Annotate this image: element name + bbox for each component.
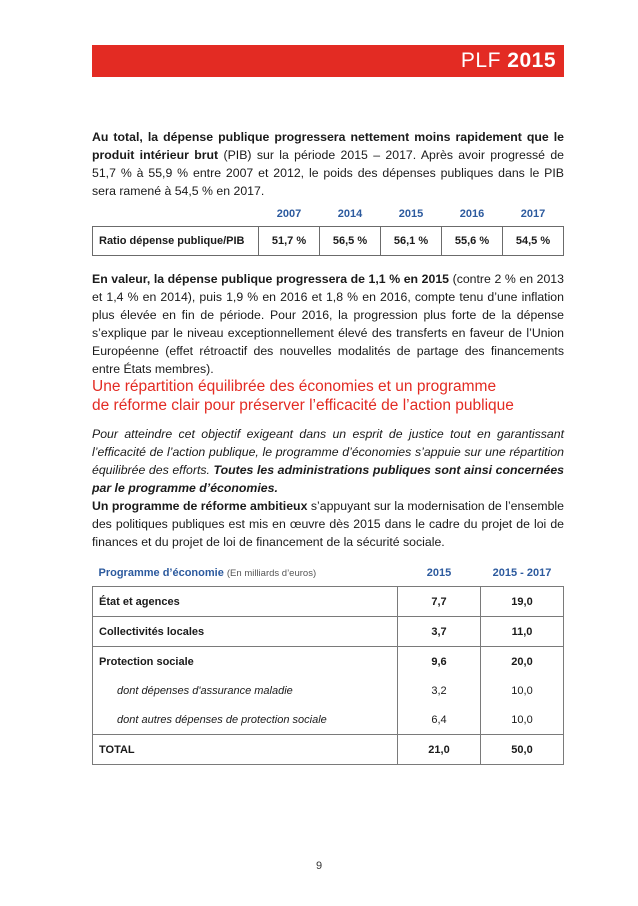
row-label: Protection sociale bbox=[93, 647, 398, 677]
row-value-2015: 3,7 bbox=[398, 617, 481, 647]
savings-title: Programme d’économie bbox=[98, 567, 224, 579]
savings-col-2015: 2015 bbox=[426, 567, 452, 579]
table-row bbox=[93, 647, 564, 677]
ratio-row-label: Ratio dépense publique/PIB bbox=[93, 227, 259, 256]
row-label: TOTAL bbox=[93, 735, 398, 765]
table-row bbox=[93, 676, 564, 705]
row-value-2015-2017: 11,0 bbox=[481, 617, 564, 647]
row-value-2015: 21,0 bbox=[398, 735, 481, 765]
row-value-2015-2017: 10,0 bbox=[481, 705, 564, 735]
banner-title bbox=[461, 49, 556, 73]
para1-bold: Au total, la dépense publique progressera nettement moins rapidement que le produit intérieur brut bbox=[92, 130, 564, 162]
ratio-year: 2014 bbox=[337, 208, 363, 220]
ratio-header-empty bbox=[93, 202, 259, 227]
para3-bold-italic: Toutes les administrations publiques sont ainsi concernées par le programme d’économies. bbox=[92, 463, 564, 495]
row-label: État et agences bbox=[93, 587, 398, 617]
para2-text: (contre 2 % en 2013 et 1,4 % en 2014), puis 1,9 % en 2016 et 1,8 % en 2016, compte tenu d’une inflation plus élevée en fin de période. Pour 2016, la progression plus forte de la dépense s’explique par le niveau exceptionnellement élevé des transferts en faveur de l’Union Européenne (effet rétroactif des nouvelles modalités de partage des financements entre États membres). bbox=[92, 272, 564, 376]
table-row bbox=[93, 617, 564, 647]
section-title-line1: Une répartition équilibrée des économies et un programme bbox=[92, 378, 497, 395]
para3-italic: Pour atteindre cet objectif exigeant dans un esprit de justice tout en garantissant l’efficacité de l’action publique, le programme d’économies s’appuie sur une répartition équilibrée des efforts. bbox=[92, 427, 564, 477]
brand-prefix: PLF bbox=[460, 49, 501, 72]
row-value-2015: 3,2 bbox=[398, 676, 481, 705]
paragraph-reform-program bbox=[92, 497, 564, 551]
row-value-2015-2017: 10,0 bbox=[481, 676, 564, 705]
ratio-value: 55,6 % bbox=[442, 227, 503, 256]
para4-text: s’appuyant sur la modernisation de l’ensemble des politiques publiques est mis en œuvre dès 2015 dans le cadre du projet de loi de finances et du projet de loi de financement de la sécurité sociale. bbox=[92, 499, 564, 549]
section-title-line2: de réforme clair pour préserver l’efficacité de l’action publique bbox=[92, 397, 514, 414]
ratio-value: 54,5 % bbox=[503, 227, 564, 256]
brand-year: 2015 bbox=[507, 49, 556, 72]
para1-text: (PIB) sur la période 2015 – 2017. Après avoir progressé de 51,7 % à 55,9 % entre 2007 et 2012, le poids des dépenses publiques dans le PIB sera ramené à 54,5 % en 2017. bbox=[92, 148, 564, 198]
para4-bold: Un programme de réforme ambitieux bbox=[92, 499, 308, 513]
para2-bold: En valeur, la dépense publique progressera de 1,1 % en 2015 bbox=[92, 272, 450, 286]
row-value-2015-2017: 19,0 bbox=[481, 587, 564, 617]
page-number: 9 bbox=[315, 860, 323, 872]
row-value-2015: 6,4 bbox=[398, 705, 481, 735]
section-title bbox=[92, 377, 572, 415]
savings-table-title bbox=[93, 560, 398, 587]
row-value-2015: 7,7 bbox=[398, 587, 481, 617]
table-row bbox=[93, 587, 564, 617]
ratio-table bbox=[92, 202, 564, 256]
ratio-year: 2015 bbox=[398, 208, 424, 220]
row-label: Collectivités locales bbox=[93, 617, 398, 647]
paragraph-spending-value bbox=[92, 270, 564, 378]
ratio-value: 56,1 % bbox=[381, 227, 442, 256]
ratio-year: 2017 bbox=[520, 208, 546, 220]
row-value-2015-2017: 50,0 bbox=[481, 735, 564, 765]
row-value-2015: 9,6 bbox=[398, 647, 481, 677]
table-row bbox=[93, 227, 564, 256]
table-row bbox=[93, 705, 564, 735]
paragraph-objective bbox=[92, 425, 564, 497]
paragraph-total-spending bbox=[92, 128, 564, 200]
ratio-year: 2016 bbox=[459, 208, 485, 220]
row-label-sub: dont autres dépenses de protection sociale bbox=[93, 705, 398, 735]
savings-unit: (En milliards d’euros) bbox=[226, 568, 317, 579]
savings-table bbox=[92, 560, 564, 765]
savings-col-2015-2017: 2015 - 2017 bbox=[492, 567, 552, 579]
row-value-2015-2017: 20,0 bbox=[481, 647, 564, 677]
row-label-sub: dont dépenses d'assurance maladie bbox=[93, 676, 398, 705]
ratio-value: 51,7 % bbox=[259, 227, 320, 256]
ratio-year: 2007 bbox=[276, 208, 302, 220]
header-banner bbox=[92, 45, 564, 77]
table-row-total bbox=[93, 735, 564, 765]
ratio-value: 56,5 % bbox=[320, 227, 381, 256]
